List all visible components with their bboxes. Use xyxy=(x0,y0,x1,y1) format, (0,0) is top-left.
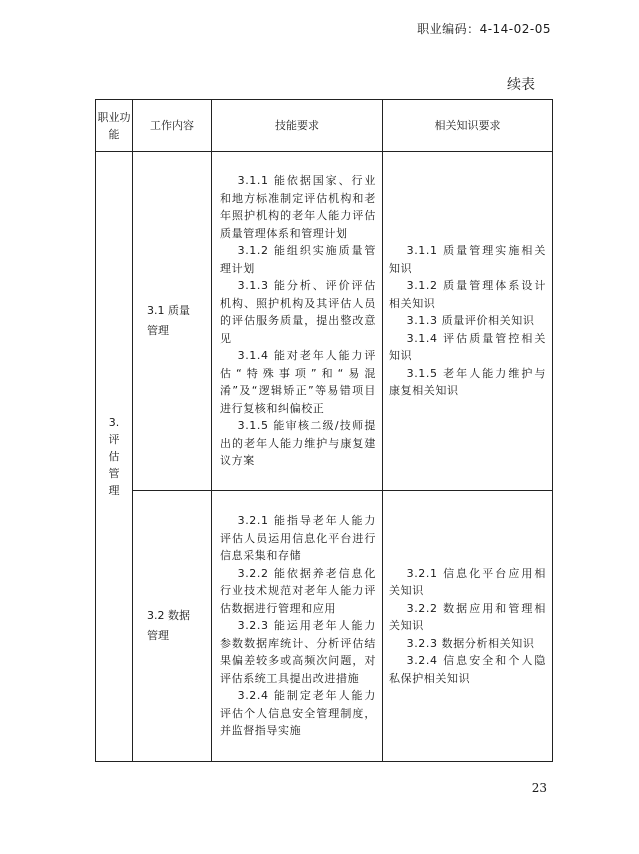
table-header-row xyxy=(96,100,553,152)
knowledge-item: 3.2.4 信息安全和个人隐私保护相关知识 xyxy=(389,654,546,685)
work-content-line: 3.2 数据 xyxy=(147,609,190,622)
header-knowledge-requirements: 相关知识要求 xyxy=(383,100,553,152)
knowledge-item: 3.1.3 质量评价相关知识 xyxy=(406,314,535,328)
table-row xyxy=(96,491,553,762)
skill-item: 3.1.3 能分析、评价评估机构、照护机构及其评估人员的评估服务质量，提出整改意见 xyxy=(220,279,376,345)
function-cell xyxy=(96,152,133,762)
skill-item: 3.2.2 能依据养老信息化行业技术规范对老年人能力评估数据进行管理和应用 xyxy=(220,566,376,615)
skill-item: 3.2.4 能制定老年人能力评估个人信息安全管理制度，并监督指导实施 xyxy=(220,689,376,738)
header-skill-requirements: 技能要求 xyxy=(212,100,383,152)
function-char: 管 xyxy=(108,467,120,480)
header-work-content: 工作内容 xyxy=(133,100,212,152)
skills-cell xyxy=(212,491,383,762)
function-char: 评 xyxy=(108,433,120,446)
knowledge-item: 3.2.2 数据应用和管理相关知识 xyxy=(389,601,546,633)
occupational-standard-table xyxy=(95,99,553,762)
skill-item: 3.1.4 能对老年人能力评估“特殊事项”和“易混淆”及“逻辑矫正”等易错项目进行复核和纠偏校正 xyxy=(220,349,376,415)
header-function: 职业功能 xyxy=(96,100,133,152)
function-char: 理 xyxy=(108,484,120,497)
knowledge-item: 3.2.3 数据分析相关知识 xyxy=(406,636,535,650)
skill-item: 3.1.1 能依据国家、行业和地方标准制定评估机构和老年照护机构的老年人能力评估质量管理体系和管理计划 xyxy=(220,174,376,240)
work-content-line: 3.1 质量 xyxy=(147,304,190,317)
knowledge-item: 3.1.2 质量管理体系设计相关知识 xyxy=(389,279,546,310)
page-number: 23 xyxy=(531,781,547,795)
skill-item: 3.2.1 能指导老年人能力评估人员运用信息化平台进行信息采集和存储 xyxy=(220,514,376,563)
function-number: 3. xyxy=(108,416,120,429)
function-char: 估 xyxy=(108,450,120,463)
knowledge-item: 3.1.5 老年人能力维护与康复相关知识 xyxy=(389,366,546,398)
work-content-line: 管理 xyxy=(147,629,169,642)
knowledge-item: 3.2.1 信息化平台应用相关知识 xyxy=(389,566,546,598)
skill-item: 3.1.5 能审核二级/技师提出的老年人能力维护与康复建议方案 xyxy=(220,419,376,468)
work-content-line: 管理 xyxy=(147,324,169,337)
continued-table-label: 续表 xyxy=(507,77,535,93)
work-content-cell xyxy=(133,152,212,491)
knowledge-item: 3.1.1 质量管理实施相关知识 xyxy=(389,244,546,275)
skill-item: 3.1.2 能组织实施质量管理计划 xyxy=(220,244,376,275)
knowledge-item: 3.1.4 评估质量管控相关知识 xyxy=(389,331,546,363)
skills-cell xyxy=(212,152,383,491)
table-row xyxy=(96,152,553,491)
knowledge-cell xyxy=(383,152,553,491)
knowledge-cell xyxy=(383,491,553,762)
work-content-cell xyxy=(133,491,212,762)
skill-item: 3.2.3 能运用老年人能力参数数据库统计、分析评估结果偏差较多或高频次问题，对评估系统工具提出改进措施 xyxy=(220,619,376,685)
occupation-code-header: 职业编码：4-14-02-05 xyxy=(417,22,551,36)
